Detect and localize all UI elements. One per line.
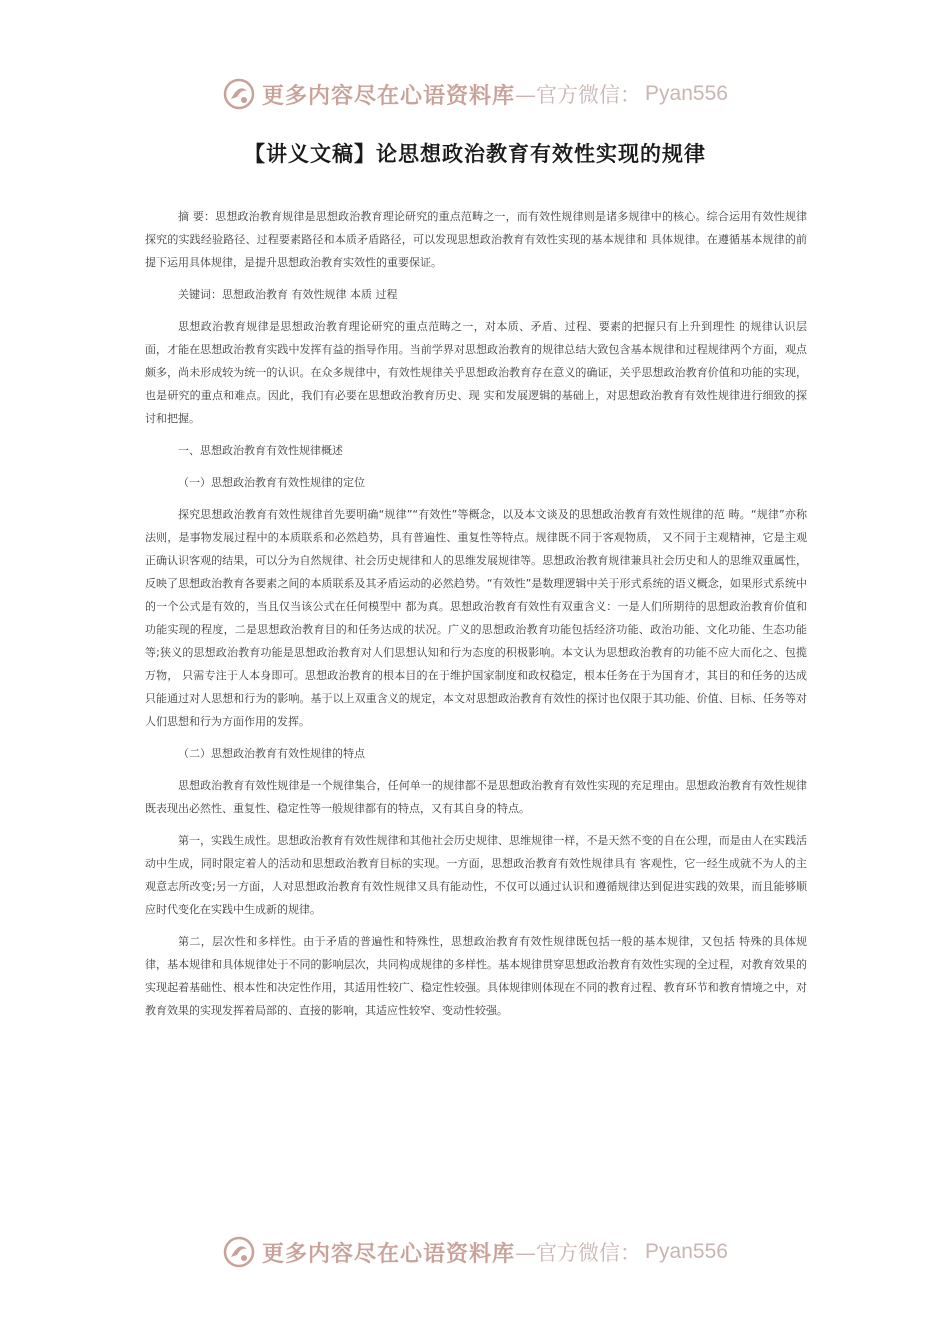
document-title: 【讲义文稿】论思想政治教育有效性实现的规律 [244,142,706,166]
subsection-heading-1-1: （一）思想政治教育有效性规律的定位 [178,476,365,489]
watermark-main-text: 更多内容尽在心语资料库 [262,1240,516,1267]
abstract-paragraph: 摘 要：思想政治教育规律是思想政治教育理论研究的重点范畴之一，而有效性规律则是诸多规律中的核心。综合运用有效性规律探究的实践经验路径、过程要素路径和本质矛盾路径，可以发现思想政治教育有效性实现的基本规律和 具体规律。在遵循基本规律的前提下运用具体规律，是提升思想政治教育实效性的重要保证。 [145,210,807,269]
footer-watermark [0,1232,950,1272]
watermark-dash-text: —官方微信： [515,83,642,107]
body-paragraph-4: 第二，层次性和多样性。由于矛盾的普遍性和特殊性，思想政治教育有效性规律既包括一般的基本规律，又包括 特殊的具体规律，基本规律和具体规律处于不同的影响层次，共同构成规律的多样性。基本规律贯穿思想政治教育有效性实现的全过程，对教育效果的实现起着基础性、根本性和决定性作用，其适用性较广、稳定性较强。具体规律则体现在不同的教育过程、教育环节和教育情境之中，对教育效果的实现发挥着局部的、直接的影响，其适应性较窄、变动性较强。 [145,935,807,1017]
body-paragraph-3: 第一，实践生成性。思想政治教育有效性规律和其他社会历史规律、思维规律一样，不是天然不变的自在公理，而是由人在实践活动中生成，同时限定着人的活动和思想政治教育目标的实现。一方面，思想政治教育有效性规律具有 客观性，它一经生成就不为人的主观意志所改变;另一方面，人对思想政治教育有效性规律又具有能动性，不仅可以通过认识和遵循规律达到促进实践的效果，而且能够顺应时代变化在实践中生成新的规律。 [145,834,807,916]
logo-icon [222,77,256,111]
section-heading-1: 一、思想政治教育有效性规律概述 [178,444,343,457]
subsection-heading-1-2: （二）思想政治教育有效性规律的特点 [178,747,365,760]
watermark-dash-text: —官方微信： [515,1241,642,1265]
document-body [145,205,807,1031]
logo-icon [222,1235,256,1269]
watermark-id-text: Pyan556 [645,82,728,105]
header-watermark [0,74,950,114]
watermark-main-text: 更多内容尽在心语资料库 [262,82,516,109]
keywords-paragraph: 关键词：思想政治教育 有效性规律 本质 过程 [178,288,398,301]
body-paragraph-2: 思想政治教育有效性规律是一个规律集合，任何单一的规律都不是思想政治教育有效性实现的充足理由。思想政治教育有效性规律既表现出必然性、重复性、稳定性等一般规律都有的特点，又有其自身的特点。 [145,779,807,815]
body-paragraph-1: 探究思想政治教育有效性规律首先要明确“规律”“有效性”等概念，以及本文谈及的思想政治教育有效性规律的范 畴。“规律”亦称法则，是事物发展过程中的本质联系和必然趋势，具有普遍性、重复性等特点。规律既不同于客观物质， 又不同于主观精神，它是主观正确认识客观的结果，可以分为自然规律、社会历史规律和人的思维发展规律等。思想政治教育规律兼具社会历史和人的思维双重属性，反映了思想政治教育各要素之间的本质联系及其矛盾运动的必然趋势。“有效性”是数理逻辑中关于形式系统的语义概念，如果形式系统中的一个公式是有效的，当且仅当该公式在任何模型中 都为真。思想政治教育有效性有双重含义：一是人们所期待的思想政治教育价值和功能实现的程度，二是思想政治教育目的和任务达成的状况。广义的思想政治教育功能包括经济功能、政治功能、文化功能、生态功能等;狭义的思想政治教育功能是思想政治教育对人们思想认知和行为态度的积极影响。本文认为思想政治教育的功能不应大而化之、包揽万物， 只需专注于人本身即可。思想政治教育的根本目的在于维护国家制度和政权稳定，根本任务在于为国育才，其目的和任务的达成只能通过对人思想和行为的影响。基于以上双重含义的规定，本文对思想政治教育有效性的探讨也仅限于其功能、价值、目标、任务等对人们思想和行为方面作用的发挥。 [145,508,807,728]
watermark-id-text: Pyan556 [645,1240,728,1263]
intro-paragraph: 思想政治教育规律是思想政治教育理论研究的重点范畴之一，对本质、矛盾、过程、要素的把握只有上升到理性 的规律认识层面，才能在思想政治教育实践中发挥有益的指导作用。当前学界对思想政治教育的规律总结大致包含基本规律和过程规律两个方面，观点颇多，尚未形成较为统一的认识。在众多规律中，有效性规律关乎思想政治教育存在意义的确证，关乎思想政治教育价值和功能的实现，也是研究的重点和难点。因此，我们有必要在思想政治教育历史、现 实和发展逻辑的基础上，对思想政治教育有效性规律进行细致的探讨和把握。 [145,320,807,425]
